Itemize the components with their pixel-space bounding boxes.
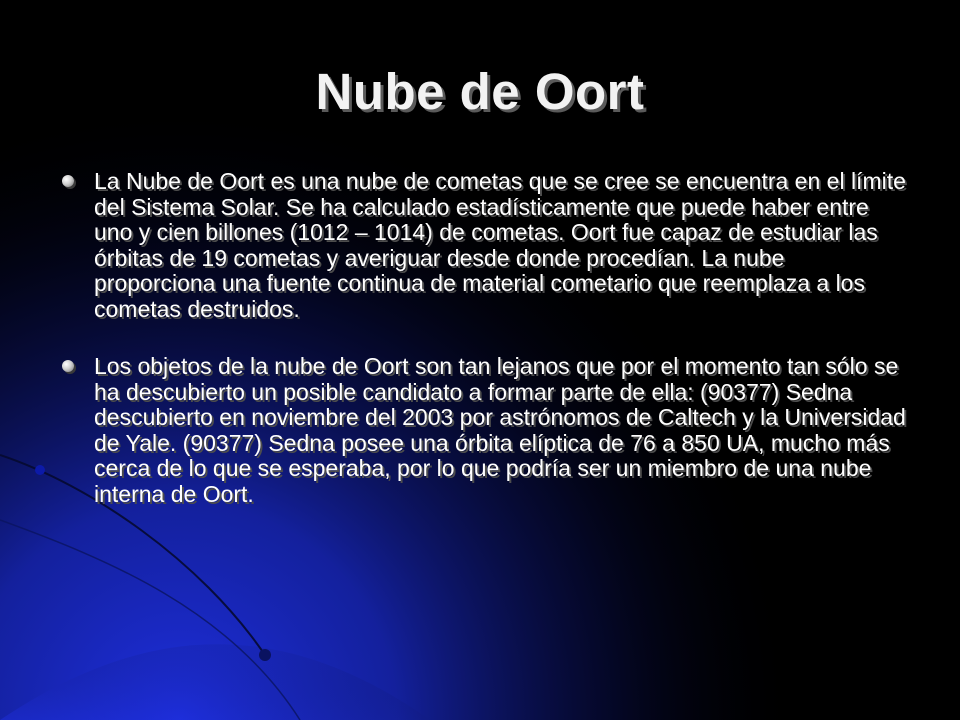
deco-dot <box>259 649 271 661</box>
bullet-icon <box>62 175 74 187</box>
bullet-text: Los objetos de la nube de Oort son tan lejanos que por el momento tan sólo se ha descubierto un posible candidato a formar parte de ella: (90377) Sedna descubierto en noviembre del 2003 por astrónomos de Caltech y la Universidad de Yale. (90377) Sedna posee una órbita elíptica de 76 a 850 UA, mucho más cerca de lo que se esperaba, por lo que podría ser un miembro de una nube interna de Oort. <box>94 353 906 507</box>
bullet-item <box>62 169 912 322</box>
bullet-list <box>62 169 912 539</box>
deco-dot <box>35 465 45 475</box>
bullet-text: La Nube de Oort es una nube de cometas que se cree se encuentra en el límite del Sistema Solar. Se ha calculado estadísticamente que puede haber entre uno y cien billones (1012 – 1014) de cometas. Oort fue capaz de estudiar las órbitas de 19 cometas y averiguar desde donde procedían. La nube proporciona una fuente continua de material cometario que reemplaza a los cometas destruidos. <box>94 168 906 322</box>
bullet-item <box>62 354 912 507</box>
bullet-icon <box>62 360 74 372</box>
slide-title: Nube de Oort <box>315 63 645 120</box>
